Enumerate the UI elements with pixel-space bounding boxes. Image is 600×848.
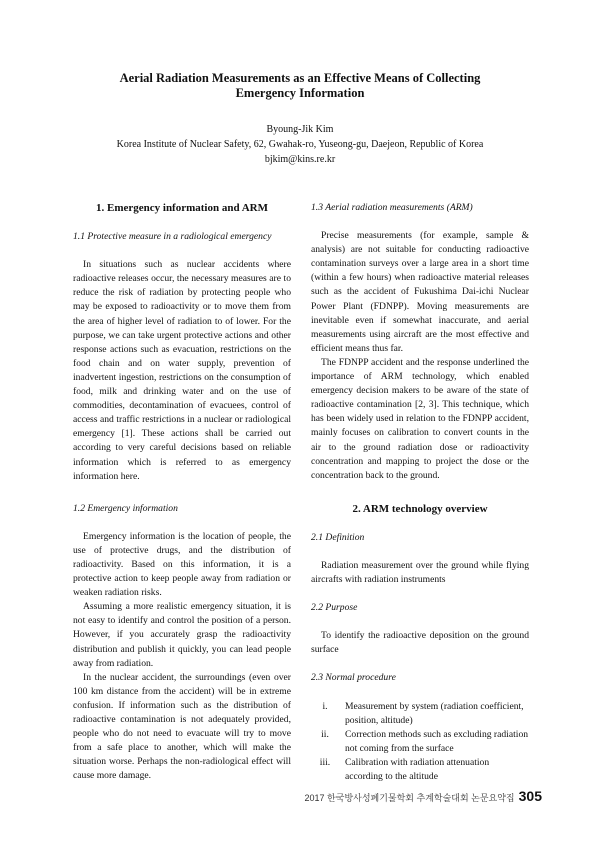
paragraph-1-2-c: In the nuclear accident, the surroundings (even over 100 km distance from the accident) will be in extreme confusion. If information such as the distribution of radioactive contamination is not adequately provided, people who do not need to evacuate will try to move from a safe place to another, which will make the situation worse. Perhaps the non-radiological effect will cause more damage. (73, 671, 291, 782)
paragraph-2-1: Radiation measurement over the ground while flying aircrafts with radiation instruments (311, 559, 529, 586)
subsection-heading-2-1: 2.1 Definition (311, 531, 365, 543)
right-column (311, 196, 529, 784)
paragraph-1-3-a: Precise measurements (for example, sample & analysis) are not suitable for conducting radioactive contamination surveys over a large area in a short time (within a few hours) when radioactive material releases such as the accident of Fukushima Dai-ichi Nuclear Power Plant (FDNPP). Moving measurements are inevitable even if somewhat inaccurate, and aerial measurements using aircraft are the most effective and efficient means thus far. (311, 230, 529, 354)
procedure-list (311, 700, 529, 785)
section-heading-1: 1. Emergency information and ARM (95, 202, 268, 214)
paragraph-2-2: To identify the radioactive deposition on the ground surface (311, 630, 529, 656)
author-name: Byoung-Jik Kim (266, 124, 334, 135)
list-item: i. Measurement by system (radiation coefficient, position, altitude) (322, 700, 524, 726)
affiliation: Korea Institute of Nuclear Safety, 62, Gwahak-ro, Yuseong-gu, Daejeon, Republic of Korea (116, 139, 484, 150)
paragraph-1-2-b: Assuming a more realistic emergency situation, it is not easy to identify and control the position of a person. However, if you accurately grasp the radioactivity distribution and publish it quickly, you can lead people away from radiation. (73, 601, 291, 669)
subsection-heading-2-3: 2.3 Normal procedure (311, 672, 396, 684)
subsection-heading-2-2: 2.2 Purpose (311, 602, 358, 614)
paragraph-1-3-b: The FDNPP accident and the response underlined the importance of ARM technology, which enabled emergency decision makers to be aware of the state of radioactive contamination [2, 3]. This technique, which has been widely used in relation to the FDNPP accident, mainly focuses on calibration to convert counts in the air to the ground radiation dose or radioactivity concentration and mapping to project the dose or the concentration back to the ground. (311, 356, 529, 481)
subsection-heading-1-2: 1.2 Emergency information (73, 502, 178, 514)
paragraph-1-1: In situations such as nuclear accidents where radioactive releases occur, the necessary measures are to reduce the risk of radiation by protecting people who may be exposed to radioactivity or to move them from the area of higher level of radiation to of lower. For the purpose, we can take urgent protective actions and other response actions such as evacuation, restrictions on the food chain and on water supply, prevention of inadvertent ingestion, restrictions on the consumption of food, milk and drinking water and on the use of commodities, decontamination of evacuees, control of access and traffic restrictions in a nuclear or radiological emergency [1]. These actions shall be carried out according to very careful decisions based on reliable information which is referred to as emergency information here. (73, 259, 291, 482)
section-heading-2: 2. ARM technology overview (352, 502, 488, 515)
page-footer (305, 788, 542, 804)
author-block (40, 122, 560, 167)
list-item: ii. Correction methods such as excluding radiation not coming from the surface (321, 728, 529, 754)
list-item: iii. Calibration with radiation attenuation according to the altitude (319, 756, 490, 782)
left-column (73, 196, 291, 783)
title-line-1: Aerial Radiation Measurements as an Effective Means of Collecting (119, 71, 481, 85)
conference-name: 2017 한국방사성폐기물학회 추계학술대회 논문요약집 (304, 793, 515, 803)
paragraph-1-2-a: Emergency information is the location of people, the use of protective drugs, and the distribution of radioactivity. Based on this information, it is a protective action to keep people away from radiation or weaken radiation risks. (73, 530, 291, 599)
email: bjkim@kins.re.kr (264, 154, 336, 165)
subsection-heading-1-3: 1.3 Aerial radiation measurements (ARM) (311, 202, 473, 213)
subsection-heading-1-1: 1.1 Protective measure in a radiological emergency (73, 231, 272, 243)
title-line-2: Emergency Information (235, 86, 365, 100)
page-number: 305 (518, 788, 542, 804)
paper-title (60, 71, 540, 101)
